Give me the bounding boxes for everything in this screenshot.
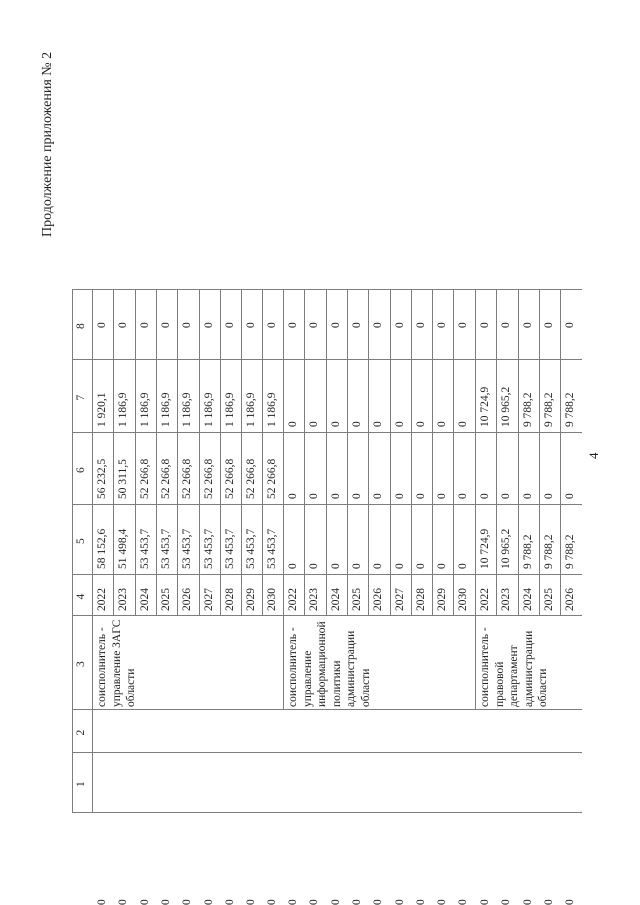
value-cell: 0 (350, 421, 363, 427)
column-border (72, 359, 582, 360)
value-cell: 0 (159, 322, 172, 328)
value-cell: 0 (457, 493, 470, 499)
value-cell: 1 186,9 (245, 392, 258, 427)
row-border (135, 290, 136, 616)
row-border (453, 290, 454, 616)
value-cell: 10 724,9 (479, 386, 491, 427)
value-cell: 9 788,2 (564, 392, 577, 427)
value-cell: 0 (350, 899, 363, 905)
value-cell: 52 266,8 (223, 458, 236, 499)
value-cell: 0 (245, 899, 258, 905)
value-cell: 1 186,9 (266, 392, 279, 427)
value-cell: 0 (329, 322, 342, 328)
value-cell: 0 (393, 421, 406, 427)
value-cell: 0 (479, 899, 491, 905)
column-header: 3 (75, 661, 87, 667)
row-border (220, 290, 221, 616)
year-cell: 2028 (223, 588, 236, 611)
group-border (283, 290, 284, 710)
value-cell: 0 (521, 322, 534, 328)
column-header: 7 (75, 394, 87, 401)
group-border (92, 290, 93, 710)
year-cell: 2030 (266, 588, 279, 611)
year-cell: 2025 (542, 588, 555, 611)
value-cell: 0 (287, 493, 299, 499)
value-cell: 1 186,9 (117, 392, 130, 427)
row-border (518, 290, 519, 616)
year-cell: 2022 (287, 588, 299, 611)
value-cell: 50 311,5 (117, 459, 130, 499)
value-cell: 0 (414, 493, 427, 499)
performer-name: соисполнитель - управление информационной политики администрации области (287, 621, 372, 707)
value-cell: 0 (350, 563, 363, 569)
value-cell: 0 (521, 493, 534, 499)
value-cell: 0 (564, 899, 577, 905)
row-border (326, 290, 327, 616)
year-cell: 2025 (350, 588, 363, 611)
value-cell: 1 920,1 (96, 392, 108, 427)
value-cell: 0 (393, 322, 406, 328)
value-cell: 0 (117, 322, 130, 328)
value-cell: 0 (436, 493, 449, 499)
value-cell: 0 (436, 899, 449, 905)
row-border (241, 290, 242, 616)
value-cell: 0 (159, 899, 172, 905)
value-cell: 0 (96, 322, 108, 328)
year-cell: 2028 (414, 588, 427, 611)
column-border (72, 752, 582, 753)
value-cell: 0 (542, 322, 555, 328)
value-cell: 0 (308, 421, 321, 427)
value-cell: 0 (287, 563, 299, 569)
value-cell: 0 (245, 322, 258, 328)
year-cell: 2024 (138, 588, 151, 611)
row-border (156, 290, 157, 616)
value-cell: 0 (542, 493, 555, 499)
value-cell: 0 (372, 563, 385, 569)
value-cell: 0 (202, 322, 215, 328)
value-cell: 0 (329, 493, 342, 499)
value-cell: 0 (308, 493, 321, 499)
year-cell: 2027 (393, 588, 406, 611)
value-cell: 0 (329, 899, 342, 905)
year-cell: 2026 (181, 588, 194, 611)
value-cell: 0 (350, 322, 363, 328)
value-cell: 53 453,7 (181, 528, 194, 569)
value-cell: 0 (414, 899, 427, 905)
year-cell: 2026 (372, 588, 385, 611)
row-border (411, 290, 412, 616)
column-border (72, 709, 582, 710)
column-border (72, 504, 582, 505)
year-cell: 2027 (202, 588, 215, 611)
column-border (72, 812, 582, 813)
value-cell: 0 (479, 322, 491, 328)
value-cell: 0 (457, 421, 470, 427)
value-cell: 0 (266, 899, 279, 905)
value-cell: 0 (393, 493, 406, 499)
value-cell: 0 (393, 563, 406, 569)
column-header: 8 (75, 323, 87, 329)
row-border (177, 290, 178, 616)
value-cell: 0 (500, 493, 513, 499)
column-header: 4 (75, 593, 87, 600)
year-cell: 2025 (159, 588, 172, 611)
value-cell: 0 (564, 493, 577, 499)
column-header: 6 (75, 467, 87, 473)
value-cell: 52 266,8 (159, 458, 172, 499)
value-cell: 53 453,7 (266, 528, 279, 569)
value-cell: 0 (414, 322, 427, 328)
row-border (347, 290, 348, 616)
value-cell: 0 (457, 322, 470, 328)
column-header: 5 (75, 538, 87, 544)
value-cell: 0 (287, 421, 299, 427)
value-cell: 0 (117, 899, 130, 905)
row-border (390, 290, 391, 616)
value-cell: 0 (138, 899, 151, 905)
value-cell: 52 266,8 (138, 458, 151, 499)
row-border (560, 290, 561, 616)
value-cell: 0 (223, 322, 236, 328)
row-border (199, 290, 200, 616)
performer-name: соисполнитель - правовой департамент администрации области (479, 627, 549, 707)
value-cell: 0 (393, 899, 406, 905)
column-border (72, 615, 582, 616)
value-cell: 0 (329, 563, 342, 569)
year-cell: 2023 (308, 588, 321, 611)
value-cell: 1 186,9 (138, 392, 151, 427)
row-border (304, 290, 305, 616)
value-cell: 1 186,9 (202, 392, 215, 427)
year-cell: 2029 (436, 588, 449, 611)
value-cell: 0 (308, 899, 321, 905)
value-cell: 0 (436, 563, 449, 569)
value-cell: 0 (308, 563, 321, 569)
value-cell: 52 266,8 (245, 458, 258, 499)
value-cell: 53 453,7 (138, 528, 151, 569)
year-cell: 2026 (564, 588, 577, 611)
header-top-border (72, 290, 73, 813)
value-cell: 0 (350, 493, 363, 499)
column-header: 2 (75, 729, 87, 736)
column-border (72, 574, 582, 575)
value-cell: 0 (372, 421, 385, 427)
row-border (432, 290, 433, 616)
value-cell: 0 (414, 563, 427, 569)
year-cell: 2024 (521, 588, 534, 611)
row-border (539, 290, 540, 616)
column-border (72, 432, 582, 433)
row-border (113, 290, 114, 616)
value-cell: 10 724,9 (479, 528, 491, 569)
value-cell: 0 (287, 322, 299, 328)
value-cell: 0 (223, 899, 236, 905)
value-cell: 9 788,2 (521, 392, 534, 427)
value-cell: 0 (457, 563, 470, 569)
value-cell: 52 266,8 (181, 458, 194, 499)
value-cell: 58 152,6 (96, 528, 108, 569)
group-border (475, 290, 476, 710)
year-cell: 2029 (245, 588, 258, 611)
page-number: 4 (586, 452, 601, 459)
value-cell: 9 788,2 (521, 534, 534, 569)
year-cell: 2022 (96, 588, 108, 611)
row-border (262, 290, 263, 616)
value-cell: 0 (500, 899, 513, 905)
value-cell: 0 (308, 322, 321, 328)
value-cell: 0 (372, 899, 385, 905)
row-border (368, 290, 369, 616)
value-cell: 0 (372, 322, 385, 328)
year-cell: 2024 (329, 588, 342, 611)
value-cell: 51 498,4 (117, 528, 130, 569)
column-header: 1 (75, 781, 87, 787)
value-cell: 52 266,8 (202, 458, 215, 499)
value-cell: 53 453,7 (202, 528, 215, 569)
year-cell: 2030 (457, 588, 470, 611)
value-cell: 9 788,2 (542, 534, 555, 569)
value-cell: 9 788,2 (564, 534, 577, 569)
value-cell: 53 453,7 (245, 528, 258, 569)
value-cell: 53 453,7 (223, 528, 236, 569)
value-cell: 0 (436, 421, 449, 427)
value-cell: 10 965,2 (500, 386, 513, 427)
value-cell: 0 (457, 899, 470, 905)
value-cell: 0 (372, 493, 385, 499)
value-cell: 0 (287, 899, 299, 905)
continuation-title: Продолжение приложения № 2 (40, 51, 55, 237)
year-cell: 2022 (479, 588, 491, 611)
value-cell: 0 (266, 322, 279, 328)
value-cell: 0 (479, 493, 491, 499)
value-cell: 0 (564, 322, 577, 328)
value-cell: 0 (181, 899, 194, 905)
year-cell: 2023 (117, 588, 130, 611)
value-cell: 1 186,9 (223, 392, 236, 427)
value-cell: 1 186,9 (159, 392, 172, 427)
value-cell: 0 (138, 322, 151, 328)
row-border (496, 290, 497, 616)
value-cell: 0 (414, 421, 427, 427)
value-cell: 0 (521, 899, 534, 905)
value-cell: 0 (96, 899, 108, 905)
value-cell: 0 (202, 899, 215, 905)
value-cell: 53 453,7 (159, 528, 172, 569)
value-cell: 0 (542, 899, 555, 905)
value-cell: 0 (436, 322, 449, 328)
value-cell: 0 (181, 322, 194, 328)
column-border (72, 289, 582, 290)
value-cell: 52 266,8 (266, 458, 279, 499)
value-cell: 1 186,9 (181, 392, 194, 427)
value-cell: 0 (329, 421, 342, 427)
value-cell: 9 788,2 (542, 392, 555, 427)
value-cell: 10 965,2 (500, 528, 513, 569)
performer-name: соисполнитель - управление ЗАГС области (96, 619, 137, 707)
value-cell: 56 232,5 (96, 458, 108, 499)
year-cell: 2023 (500, 588, 513, 611)
value-cell: 0 (500, 322, 513, 328)
